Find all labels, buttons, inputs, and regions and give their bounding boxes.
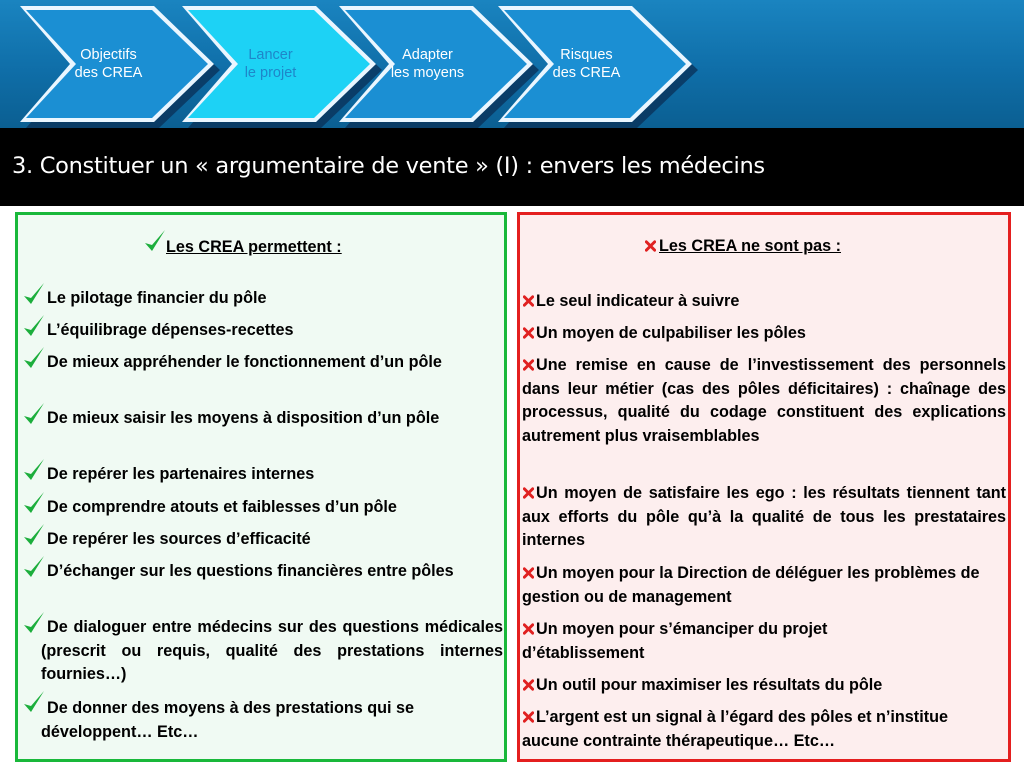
page-title: 3. Constituer un « argumentaire de vente » (I) : envers les médecins <box>12 153 765 179</box>
nav-step-risques[interactable] <box>494 4 694 124</box>
nav-step-label: Lancer le projet <box>244 47 297 81</box>
nav-step-label: Objectifs des CREA <box>74 47 143 81</box>
positive-item: De repérer les partenaires internes <box>47 465 315 483</box>
cross-icon <box>523 327 534 339</box>
negative-item: L’argent est un signal à l’égard des pôles et n’institue aucune contrainte thérapeutique… Etc… <box>522 708 948 750</box>
nav-step-label: Adapter les moyens <box>390 47 465 81</box>
negative-item: Un moyen pour s’émanciper du projet d’établissement <box>522 620 828 662</box>
negative-item: Un outil pour maximiser les résultats du pôle <box>536 676 883 694</box>
positive-item: D’échanger sur les questions financières entre pôles <box>47 562 454 580</box>
negative-heading: Les CREA ne sont pas : <box>659 237 841 255</box>
positive-item: De dialoguer entre médecins sur des questions médicales (prescrit ou requis, qualité des prestations internes fournies…) <box>41 618 503 684</box>
negative-item: Une remise en cause de l’investissement des personnels dans leur métier (cas des pôles déficitaires) : chaînage des processus, qualité du codage constituent des explications autrement plus vraisemblables <box>522 356 1006 445</box>
check-icon <box>22 457 46 483</box>
check-icon <box>22 313 46 339</box>
check-icon <box>143 228 167 254</box>
positive-heading: Les CREA permettent : <box>166 238 342 256</box>
positive-item: L’équilibrage dépenses-recettes <box>47 321 294 339</box>
check-icon <box>22 281 46 307</box>
positive-item: De repérer les sources d’efficacité <box>47 530 311 548</box>
check-icon <box>22 490 46 516</box>
cross-icon <box>645 240 656 252</box>
negative-item: Le seul indicateur à suivre <box>536 292 740 310</box>
positive-item: De comprendre atouts et faiblesses d’un pôle <box>47 498 397 516</box>
positive-item: De donner des moyens à des prestations qui se développent… Etc… <box>41 699 415 741</box>
positive-item: De mieux appréhender le fonctionnement d’un pôle <box>47 353 442 371</box>
positive-item: Le pilotage financier du pôle <box>47 289 267 307</box>
negative-item: Un moyen pour la Direction de déléguer les problèmes de gestion ou de management <box>522 564 980 606</box>
negative-item: Un moyen de culpabiliser les pôles <box>536 324 806 342</box>
check-icon <box>22 522 46 548</box>
cross-icon <box>523 679 534 691</box>
cross-icon <box>523 295 534 307</box>
nav-step-label: Risques des CREA <box>552 47 621 81</box>
positive-item: De mieux saisir les moyens à disposition d’un pôle <box>47 409 440 427</box>
negative-item: Un moyen de satisfaire les ego : les résultats tiennent tant aux efforts du pôle qu’à la qualité de tous les prestataires internes <box>522 484 1006 550</box>
